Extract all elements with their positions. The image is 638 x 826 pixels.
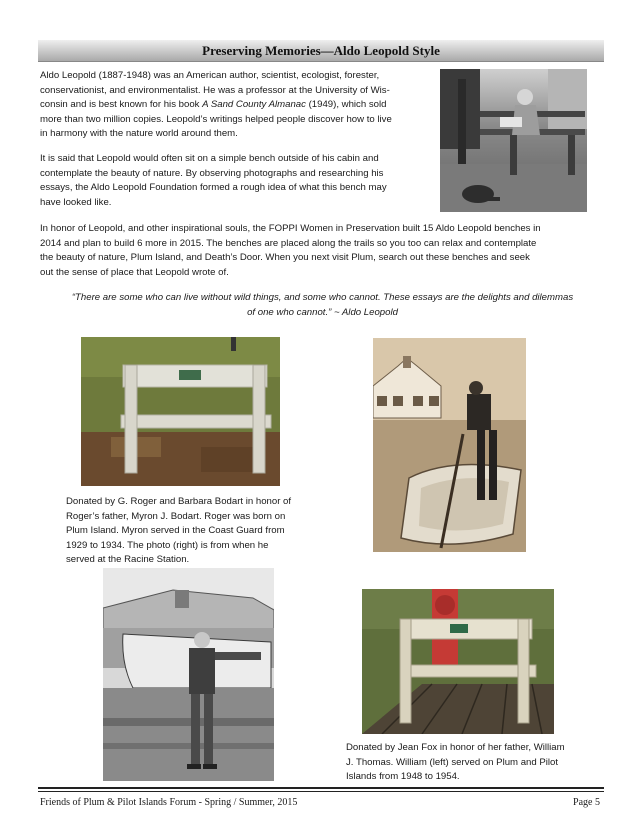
- footer-publication: Friends of Plum & Pilot Islands Forum - Spring / Summer, 2015: [40, 797, 298, 808]
- page-number: Page 5: [573, 797, 600, 808]
- william-thomas-photo: [103, 568, 274, 781]
- header-bar: [38, 40, 604, 62]
- intro-paragraph: Aldo Leopold (1887-1948) was an American author, scientist, ecologist, forester, conservationist, and environmentalist. He was a professor at the University of Wis- consin and is best known for his book A Sand County Almanac (1949), which sold more than two million copies. Leopold’s writings helped people discover how to live in harmony with the nature world around them.: [40, 70, 392, 140]
- leopold-quote: “There are some who can live without wild things, and some who cannot. These essays are the delights and dilemmas of one who cannot.” ~ Aldo Leopold: [71, 292, 574, 318]
- page-title: Preserving Memories—Aldo Leopold Style: [202, 43, 440, 58]
- leopold-photo: [440, 69, 587, 212]
- bench-photo-bodart: [81, 337, 280, 486]
- caption-fox: Donated by Jean Fox in honor of her father, William J. Thomas. William (left) served on Plum and Pilot Islands from 1948 to 1954.: [346, 742, 565, 783]
- bench-paragraph: It is said that Leopold would often sit on a simple bench outside of his cabin and contemplate the beauty of nature. By observing photographs and researching his essays, the Aldo Leopold Foundation formed a rough idea of what this bench may have looked like.: [40, 153, 387, 208]
- bench-photo-fox: [362, 589, 554, 734]
- book-title: A Sand County Almanac: [202, 99, 306, 111]
- foppi-paragraph: In honor of Leopold, and other inspirational souls, the FOPPI Women in Preservation built 15 Aldo Leopold benches in 2014 and plan to build 6 more in 2015. The benches are placed along the trails so you too can relax and contemplate the beauty of nature, Plum Island, and Death’s Door. When you next visit Plum, search out these benches and seek out the sense of place that Leopold wrote of.: [40, 223, 541, 278]
- coast-guard-boat-photo: [373, 338, 526, 552]
- footer-rule: [38, 787, 604, 789]
- caption-bodart: Donated by G. Roger and Barbara Bodart in honor of Roger’s father, Myron J. Bodart. Roger was born on Plum Island. Myron served in the Coast Guard from 1929 to 1934. The photo (right) is from when he served at the Racine Station.: [66, 496, 292, 566]
- footer-rule-thin: [38, 791, 604, 792]
